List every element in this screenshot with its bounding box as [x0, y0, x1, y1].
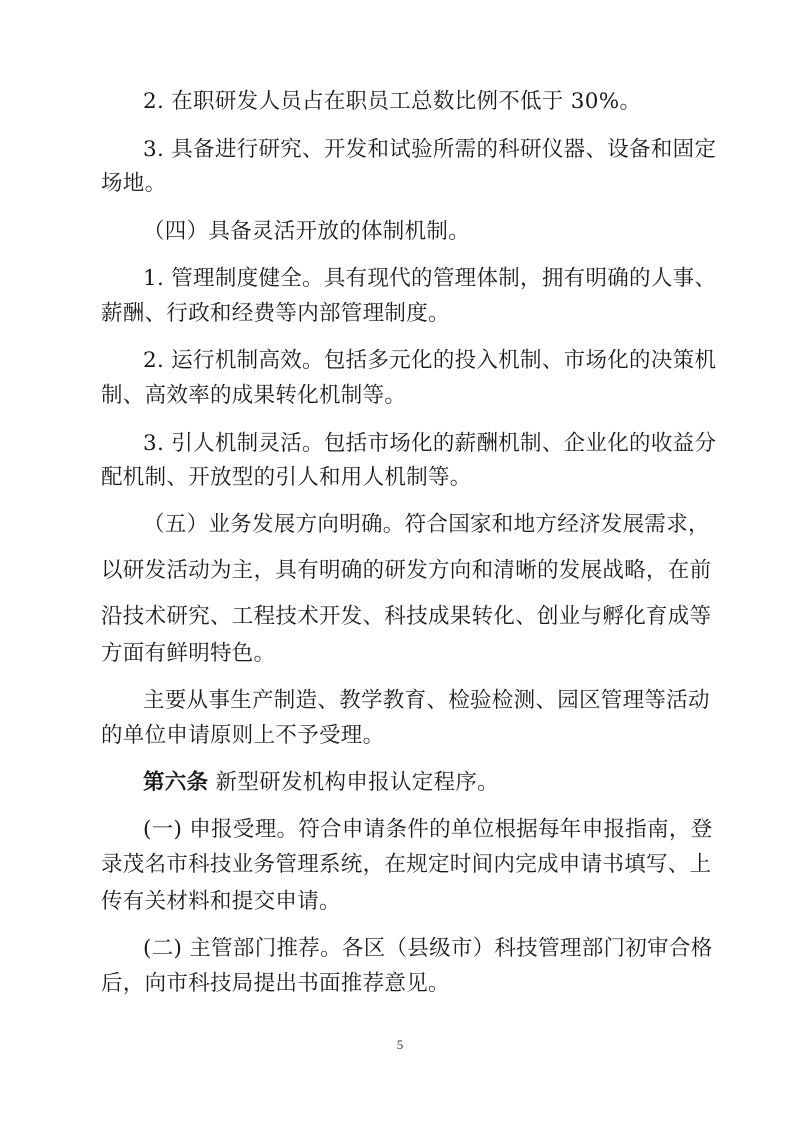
- text-line: （五）业务发展方向明确。符合国家和地方经济发展需求，: [143, 512, 710, 537]
- text-line: 制、高效率的成果转化机制等。: [101, 383, 407, 408]
- text-line: 1. 管理制度健全。具有现代的管理体制，拥有明确的人事、: [143, 266, 717, 291]
- text-line: 以研发活动为主，具有明确的研发方向和清晰的发展战略，在前: [101, 558, 712, 583]
- text-line: 2. 运行机制高效。包括多元化的投入机制、市场化的决策机: [143, 348, 717, 373]
- page-number: 5: [396, 1037, 404, 1052]
- text-line: 的单位申请原则上不予受理。: [101, 723, 385, 748]
- text-line: 主要从事生产制造、教学教育、检验检测、园区管理等活动: [143, 688, 710, 713]
- article-heading-line: [143, 763, 499, 803]
- text-line: (一) 申报受理。符合申请条件的单位根据每年申报指南，登: [143, 817, 713, 842]
- text-line: 配机制、开放型的引人和用人机制等。: [101, 465, 472, 490]
- text-line: 传有关材料和提交申请。: [101, 889, 341, 914]
- text-line: 方面有鲜明特色。: [101, 641, 276, 666]
- text-line: 3. 具备进行研究、开发和试验所需的科研仪器、设备和固定: [143, 137, 717, 162]
- text-line: 2. 在职研发人员占在职员工总数比例不低于 30%。: [143, 89, 642, 114]
- text-line: （四）具备灵活开放的体制机制。: [143, 219, 471, 244]
- text-line: 沿技术研究、工程技术开发、科技成果转化、创业与孵化育成等: [101, 604, 712, 629]
- text-line: 薪酬、行政和经费等内部管理制度。: [101, 301, 450, 326]
- text-line: (二) 主管部门推荐。各区（县级市）科技管理部门初审合格: [143, 936, 713, 961]
- text-line: 后，向市科技局提出书面推荐意见。: [101, 971, 450, 996]
- text-line: 场地。: [101, 171, 167, 196]
- article-title: 新型研发机构申报认定程序。: [215, 770, 499, 795]
- text-line: 录茂名市科技业务管理系统，在规定时间内完成申请书填写、上: [101, 852, 712, 877]
- text-line: 3. 引人机制灵活。包括市场化的薪酬机制、企业化的收益分: [143, 431, 717, 456]
- article-number: 第六条: [143, 770, 209, 795]
